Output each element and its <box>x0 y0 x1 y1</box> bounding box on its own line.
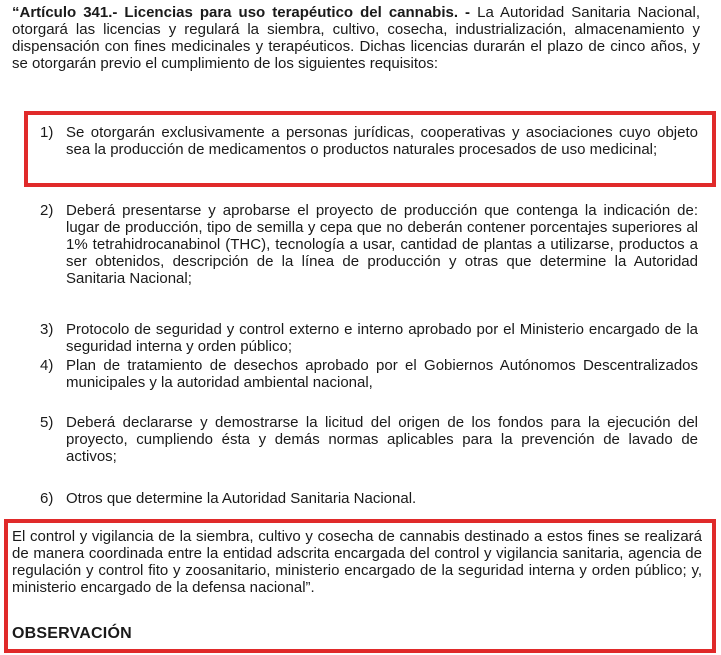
list-item <box>28 321 698 355</box>
closing-paragraph: El control y vigilancia de la siembra, cultivo y cosecha de cannabis destinado a estos fines se realizará de manera coordinada entre la entidad adscrita encargada del control y vigilancia sanitaria, agencia de regulación y control fito y zoosanitario, ministerio encargado de la seguridad interna y orden público; y, ministerio encargado de la defensa nacional”. <box>12 528 702 596</box>
list-item <box>28 202 698 287</box>
list-item <box>28 414 698 465</box>
list-item <box>28 357 698 391</box>
list-item-number: 3) <box>40 321 54 338</box>
list-item-text: Plan de tratamiento de desechos aprobado por el Gobiernos Autónomos Descentralizados municipales y la autoridad ambiental nacional, <box>66 357 698 391</box>
list-item-text: Deberá declararse y demostrarse la licitud del origen de los fondos para la ejecución del proyecto, cumpliendo ésta y demás normas aplicables para la prevención de lavado de activos; <box>66 414 698 465</box>
article-intro <box>12 4 700 72</box>
list-item-text: Protocolo de seguridad y control externo e interno aprobado por el Ministerio encargado de la seguridad interna y orden público; <box>66 321 698 355</box>
list-item <box>28 490 698 507</box>
list-item-text: Se otorgarán exclusivamente a personas jurídicas, cooperativas y asociaciones cuyo objeto sea la producción de medicamentos o productos naturales procesados de uso medicinal; <box>66 124 698 158</box>
list-item <box>28 124 698 158</box>
list-item-number: 1) <box>40 124 54 141</box>
list-item-text: Deberá presentarse y aprobarse el proyecto de producción que contenga la indicación de: lugar de producción, tipo de semilla y cepa que no deberán contener porcentajes superiores al 1% tetrahidrocanabinol (THC), tecnología a usar, cantidad de plantas a utilizarse, productos a ser obtenidos, descripción de la línea de producción y otras que determine la Autoridad Sanitaria Nacional; <box>66 202 698 287</box>
list-item-number: 6) <box>40 490 54 507</box>
list-item-text: Otros que determine la Autoridad Sanitaria Nacional. <box>66 490 417 507</box>
article-intro-text: La Autoridad Sanitaria Nacional, otorgará las licencias y regulará la siembra, cultivo, cosecha, industrialización, almacenamiento y dispensación con fines medicinales y terapéuticos. Dichas licencias durarán el plazo de cinco años, y se otorgarán previo el cumplimiento de los siguientes requisitos: <box>12 4 701 72</box>
list-item-number: 2) <box>40 202 54 219</box>
list-item-number: 5) <box>40 414 54 431</box>
list-item-number: 4) <box>40 357 54 374</box>
observation-heading: OBSERVACIÓN <box>12 625 132 642</box>
article-heading: “Artículo 341.- Licencias para uso terapéutico del cannabis. - <box>12 4 471 21</box>
